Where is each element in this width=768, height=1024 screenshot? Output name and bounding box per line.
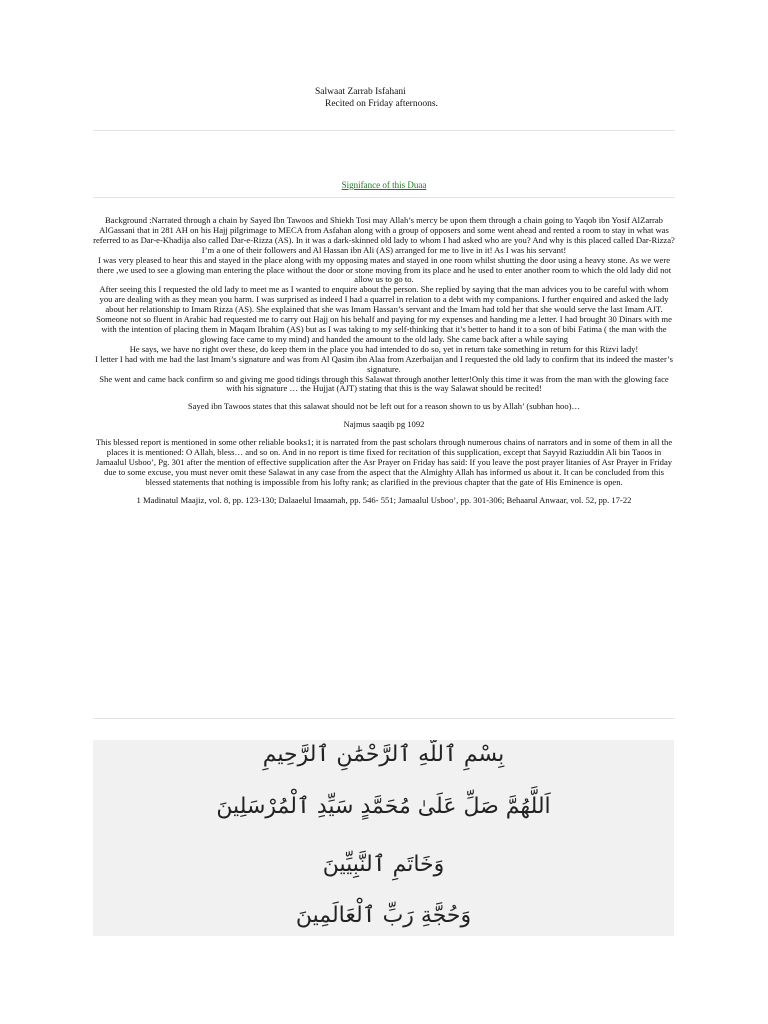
header-subtitle: Recited on Friday afternoons.	[325, 99, 438, 109]
paragraph: She went and came back confirm so and giving me good tidings through this Salawat through another letter!Only this time it was from the man with the glowing face with his signature … the Hujjat (AJT) stating that this is the way Salawat should be recited!	[99, 373, 669, 394]
reference-line: Najmus saaqib pg 1092	[343, 419, 425, 430]
divider	[93, 718, 675, 719]
paragraph: I was very pleased to hear this and stayed in the place along with my opposing mates and stayed in one room whilst shutting the door using a heavy stone. As we were there ,we used to see a glowing man entering the place without the door or stone moving from its place and he used to enter another room to which the old lady did not allow us to go to.	[96, 254, 672, 285]
footnote: 1 Madinatul Maajiz, vol. 8, pp. 123-130; Dalaaelul Imaamah, pp. 546- 551; Jamaalul Usboo’, pp. 301-306; Behaarul Anwaar, vol. 52, pp. 17-22	[136, 494, 632, 505]
paragraph: He says, we have no right over these, do keep them in the place you had intended to do so, yet in return take something in return for this Rizvi lady!	[129, 343, 639, 354]
section-title-link[interactable]: Signifance of this Duaa	[341, 180, 427, 190]
paragraph: I letter I had with me had the last Imam’s signature and was from Al Qasim ibn Alaa from Azerbaijan and I requested the old lady to confirm that its indeed the master’s signature.	[95, 353, 673, 374]
paragraph: Someone not so fluent in Arabic had requested me to carry out Hajj on his behalf and paying for my expenses and handing me a letter. I had brought 30 Dinars with me with the intention of placing them in Maqam Ibrahim (AS) but as I was taking to my self-thinking that it’s better to hand it to a son of bibi Fatima ( the man with the glowing face came to my mind) and handed the amount to the old lady. She came back after a while saying	[96, 314, 672, 344]
arabic-line: وَخَاتَمِ ٱلنَّبِيِّينَ	[322, 852, 445, 877]
arabic-line: وَحُجَّةِ رَبِّ ٱلْعَالَمِينَ	[295, 903, 472, 928]
document-body	[93, 216, 675, 506]
document-header	[315, 86, 495, 110]
arabic-line: اَللَّهُمَّ صَلِّ عَلَىٰ مُحَمَّدٍ سَيِّدِ ٱلْمُرْسَلِينَ	[216, 794, 551, 819]
paragraph: Background :Narrated through a chain by Sayed Ibn Tawoos and Shiekh Tosi may Allah’s mercy be upon them through a chain going to Yaqob ibn Yosif AlZarrab AlGassani that in 281 AH on his Hajj pilgrimage to MECA from Asfahan along with a group of opposers and some went ahead and rented a room to stay in what was referred to as Dar-e-Khadija also called Dar-e-Rizza (AS). In it was a dark-skinned old lady to whom I had asked who are you? And why is this placed called Dar-Rizza?	[93, 215, 675, 245]
paragraph: After seeing this I requested the old lady to meet me as I wanted to enquire about the person. She replied by saying that the man advices you to be careful with whom you are dealing with as they mean you harm. I was surprised as indeed I had a quarrel in relation to a debt with my companions. I further enquired and asked the lady about her relationship to Imam Rizza (AS). She explained that she was Imam Hassan’s servant and the Imam had told her that she would serve the last Imam AJT.	[99, 284, 669, 315]
divider	[93, 130, 675, 131]
quote-paragraph: Sayed ibn Tawoos states that this salawat should not be left out for a reason shown to us by Allah’ (subhan hoo)…	[187, 401, 581, 412]
arabic-supplication-panel	[93, 740, 674, 936]
paragraph: I’m a one of their followers and Al Hassan ibn Ali (AS) arranged for me to live in it! As I was his servant!	[201, 244, 567, 255]
arabic-line: بِسْمِ ٱللَّهِ ٱلرَّحْمَٰنِ ٱلرَّحِيمِ	[262, 742, 505, 767]
header-title: Salwaat Zarrab Isfahani	[315, 87, 406, 97]
divider	[93, 197, 675, 198]
report-paragraph: This blessed report is mentioned in some other reliable books1; it is narrated from the past scholars through numerous chains of narrators and in some of them in all the places it is mentioned: O Allah, bless… and so on. And in no report is time fixed for recitation of this supplication, except that Sayyid Raziuddin Ali bin Taoos in Jamaalul Usboo’, Pg. 301 after the mention of effective supplication after the Asr Prayer on Friday has said: If you leave the post prayer litanies of Asr Prayer in Friday due to some excuse, you must never omit these Salawat in any case from the aspect that the Almighty Allah has informed us about it. It can be concluded from this blessed statements that nothing is impossible from his lofty rank; as clarified in the previous chapter that the gate of His Eminence is open.	[95, 437, 673, 487]
